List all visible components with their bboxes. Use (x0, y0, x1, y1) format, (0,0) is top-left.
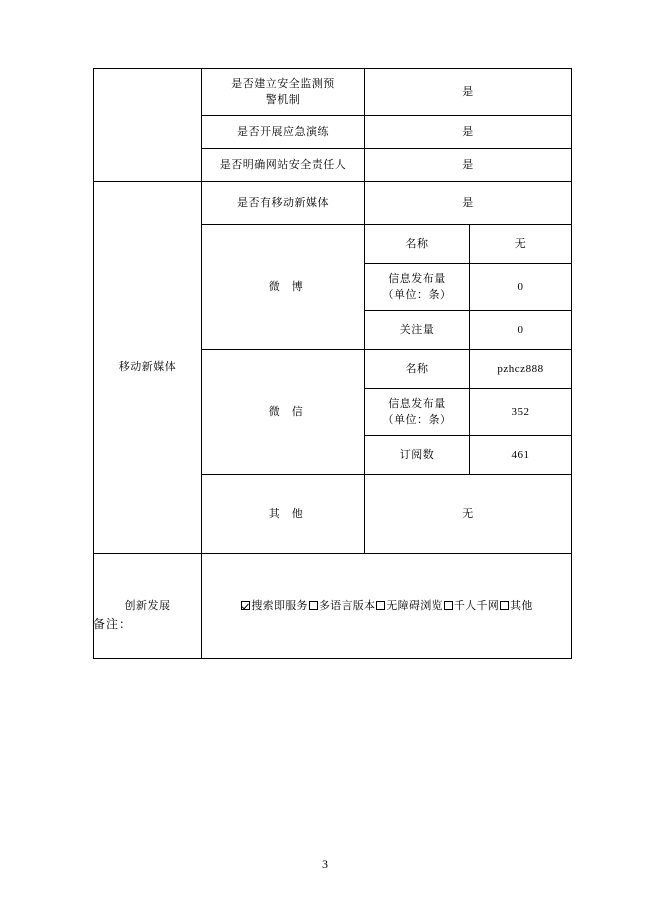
annual-report-table (93, 68, 572, 659)
row-value-weixin-subscribers: 461 (470, 436, 572, 475)
row-value-security-warning: 是 (365, 69, 572, 116)
row-label-security-owner: 是否明确网站安全责任人 (202, 149, 365, 182)
remark-label: 备注： (93, 617, 133, 631)
row-value-weixin-name: pzhcz888 (470, 350, 572, 389)
group-label-other-media: 其 他 (202, 475, 365, 554)
section-label-innovation: 创新发展 (94, 554, 202, 659)
group-label-weixin: 微 信 (202, 350, 365, 475)
table-row (94, 182, 572, 225)
checkbox-label-accessibility: 无障碍浏览 (386, 599, 443, 612)
row-value-weixin-posts: 352 (470, 389, 572, 436)
row-value-other-media: 无 (365, 475, 572, 554)
innovation-options-cell (202, 554, 572, 659)
table-row (94, 69, 572, 116)
section-label-mobile-media: 移动新媒体 (94, 182, 202, 554)
row-label-weibo-posts: 信息发布量 （单位：条） (365, 264, 470, 311)
checkbox-label-multilingual: 多语言版本 (318, 599, 376, 612)
row-label-has-mobile-media: 是否有移动新媒体 (202, 182, 365, 225)
checkbox-search-as-service-icon[interactable] (241, 601, 250, 610)
checkbox-label-other: 其他 (510, 599, 533, 612)
row-value-weibo-posts: 0 (470, 264, 572, 311)
checkbox-accessibility-icon[interactable] (376, 601, 385, 610)
row-label-security-warning: 是否建立安全监测预 警机制 (202, 69, 365, 116)
checkbox-multilingual-icon[interactable] (309, 601, 318, 610)
row-value-emergency-drill: 是 (365, 116, 572, 149)
row-value-weibo-name: 无 (470, 225, 572, 264)
row-label-weixin-posts: 信息发布量 （单位：条） (365, 389, 470, 436)
checkbox-personalized-icon[interactable] (444, 601, 453, 610)
row-value-security-owner: 是 (365, 149, 572, 182)
row-label-weixin-subscribers: 订阅数 (365, 436, 470, 475)
innovation-checkbox-group (205, 598, 568, 615)
checkbox-label-personalized: 千人千网 (453, 599, 500, 612)
row-label-weixin-name: 名称 (365, 350, 470, 389)
table-row (94, 554, 572, 659)
page-number: 3 (322, 857, 328, 871)
row-label-weibo-followers: 关注量 (365, 311, 470, 350)
row-value-has-mobile-media: 是 (365, 182, 572, 225)
row-label-weibo-name: 名称 (365, 225, 470, 264)
row-label-emergency-drill: 是否开展应急演练 (202, 116, 365, 149)
row-value-weibo-followers: 0 (470, 311, 572, 350)
group-label-weibo: 微 博 (202, 225, 365, 350)
security-section-blank-cell (94, 69, 202, 182)
checkbox-label-search-as-service: 搜索即服务 (251, 599, 308, 612)
checkbox-other-icon[interactable] (500, 601, 509, 610)
